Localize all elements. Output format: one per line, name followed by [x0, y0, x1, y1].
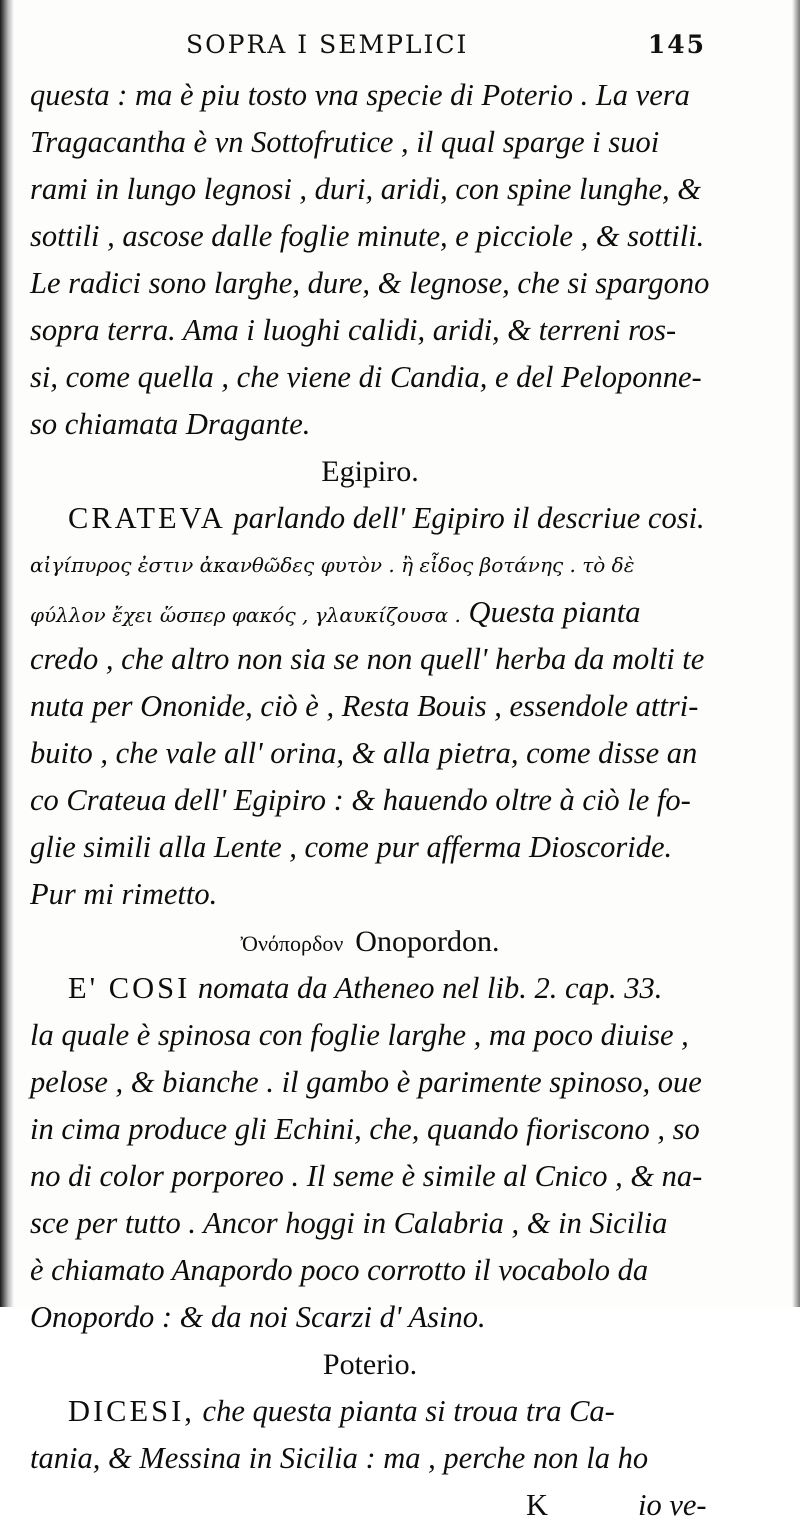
section-heading-latin: Onopordon. [355, 925, 500, 958]
catchword: io ve- [638, 1488, 707, 1522]
text-line: co Crateua dell' Egipiro : & hauendo oltre à ciò le fo- [30, 783, 691, 817]
text-line: Tragacantha è vn Sottofrutice , il qual sparge i suoi [30, 125, 660, 159]
text-line: è chiamato Anapordo poco corrotto il vocabolo da [30, 1253, 649, 1287]
text-line: rami in lungo legnosi , duri, aridi, con spine lunghe, & [30, 172, 701, 206]
text-line: sopra terra. Ama i luoghi calidi, aridi, & terreni ros- [30, 313, 677, 347]
section-first-line-text: che questa pianta si troua tra Ca- [202, 1394, 615, 1428]
text-line: nuta per Ononide, ciò è , Resta Bouis , essendole attri- [30, 689, 699, 723]
section-heading-egipiro: Egipiro. [321, 455, 419, 488]
text-line: Onopordo : & da noi Scarzi d' Asino. [30, 1300, 486, 1334]
text-line: buito , che vale all' orina, & alla pietra, come disse an [30, 736, 698, 770]
text-line: si, come quella , che viene di Candia, e del Peloponne- [30, 360, 702, 394]
signature-mark: K [526, 1488, 549, 1522]
text-line: so chiamata Dragante. [30, 407, 311, 441]
text-line: tania, & Messina in Sicilia : ma , perche non la ho [30, 1441, 649, 1475]
running-head-title: SOPRA I SEMPLICI [186, 30, 469, 59]
page-edge-shadow [792, 0, 800, 1307]
page-footer [30, 1482, 710, 1529]
text-line: Pur mi rimetto. [30, 877, 218, 911]
text-line: questa : ma è piu tosto vna specie di Poterio . La vera [30, 78, 690, 112]
text-line: Le radici sono larghe, dure, & legnose, che si spargono [30, 266, 710, 300]
text-line: credo , che altro non sia se non quell' herba da molti te [30, 642, 705, 676]
page-number: 145 [647, 30, 706, 59]
section-first-line [30, 965, 710, 1012]
section-heading-poterio: Poterio. [322, 1348, 418, 1381]
text-line: in cima produce gli Echini, che, quando fioriscono , so [30, 1112, 700, 1146]
text-line: sottili , ascose dalle foglie minute, e picciole , & sottili. [30, 219, 705, 253]
section-first-word: E' COSI [68, 971, 191, 1005]
section-heading-greek: Ὀνόπορδον [240, 931, 344, 956]
text-line: pelose , & bianche . il gambo è parimente spinoso, oue [30, 1065, 702, 1099]
section-first-line-text: parlando dell' Egipiro il descriue cosi. [233, 501, 705, 535]
text-line-rest: Questa pianta [460, 595, 641, 629]
section-first-word: CRATEVA [68, 501, 226, 535]
text-line: no di color porporeo . Il seme è simile al Cnico , & na- [30, 1159, 703, 1193]
text-line: sce per tutto . Ancor hoggi in Calabria , & in Sicilia [30, 1206, 668, 1240]
text-line: glie simili alla Lente , come pur afferma Dioscoride. [30, 830, 673, 864]
section-first-line [30, 495, 710, 542]
running-head [186, 26, 706, 66]
section-first-line-text: nomata da Atheneo nel lib. 2. cap. 33. [197, 971, 663, 1005]
greek-quotation-text: φύλλον ἔχει ὥσπερ φακός , γλαυκίζουσα . [30, 603, 461, 627]
greek-quotation-line: αἰγίπυρος ἐστιν ἀκανθῶδες φυτὸν . ἢ εἶδος βοτάνης . τὸ δὲ [30, 553, 635, 577]
page-text [30, 72, 710, 1529]
page-gutter-shadow [0, 0, 14, 1307]
text-line [30, 589, 710, 636]
text-line: la quale è spinosa con foglie larghe , ma poco diuise , [30, 1018, 689, 1052]
section-first-word: DICESI, [68, 1394, 195, 1428]
section-heading-onopordon [30, 918, 710, 965]
section-first-line [30, 1388, 710, 1435]
